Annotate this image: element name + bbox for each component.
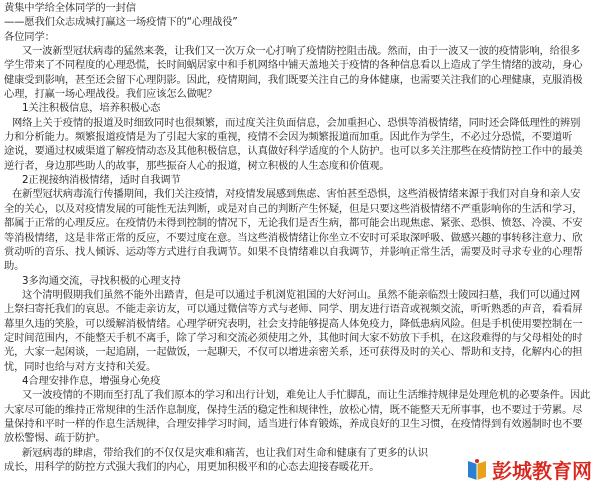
text-line: 2正视接纳消极情绪，适时自我调节 xyxy=(22,174,181,187)
site-watermark xyxy=(463,453,596,486)
letter-document xyxy=(4,1,596,474)
text-line: 幕里久违的笑脸，可以缓解消极情绪。心理学研究表明，社会支持能够提高人体免疫力，降低患病风险。但是手机使用要控制在一 xyxy=(4,317,583,330)
text-line: 力和分析能力。频繁报道疫情是为了引起大家的重视，疫情不会因为频繁报道而加重。因此作为学生，不必过分恐慌，不要道听 xyxy=(4,131,573,144)
text-line: 都属于正常的心理反应。在疫情仍未得到控制的情况下，无论我们是否生病，都可能会出现焦虑、紧张、恐惧、愤怒、冷漠、不安 xyxy=(4,217,583,230)
text-line: 赏动听的音乐、找人倾诉、运动等方式进行自我调节。如果不良情绪难以自我调节，并影响正常生活，需要及时寻求专业的心理帮 xyxy=(4,245,583,258)
text-line: 1关注积极信息，培养积极心态 xyxy=(22,102,161,115)
text-line: 大家尽可能的维持正常规律的生活作息制度，保持生活的稳定性和规律性，放松心情，既不能整天无所事事，也不要过于劳累。尽 xyxy=(4,403,583,416)
text-line: 各位同学： xyxy=(4,30,55,43)
text-line: 定时间范围内，不能整天手机不离手，除了学习和交流必须使用之外，其他时间大家不妨放下手机，在这段难得的与父母相处的时 xyxy=(4,331,583,344)
text-line: 又一波疫情的不期而至打乱了我们原本的学习和出行计划，难免让人手忙脚乱，而让生活维持规律是处理危机的必要条件。因此 xyxy=(22,389,591,402)
text-line: 放松警惕、疏于防护。 xyxy=(4,432,106,445)
text-line: 途说，要通过权威渠道了解疫情动态及其他积极信息，认真做好科学适度的个人防护。也可以多关注那些在疫情防控工作中的最美 xyxy=(4,145,583,158)
text-line: 网络上关于疫情的报道及时细致同时也很频繁，而过度关注负面信息，会加重担心、恐惧等消极情绪，同时还会降低理性的辨别 xyxy=(12,116,581,129)
text-line: 逆行者，身边那些助人的故事，那些振奋人心的报道，树立积极的人生态度和价值观。 xyxy=(4,159,390,172)
watermark-text: 彭城教育网 xyxy=(492,459,592,483)
text-line: 助。 xyxy=(4,260,25,273)
text-line: 健康受到影响，甚至还会留下心理阴影。因此，疫情期间，我们既要关注自己的身体健康，也需要关注我们的心理健康，克服消极 xyxy=(4,73,583,86)
text-line: 忧，同时也给与对方支持和关爱。 xyxy=(4,360,157,373)
text-line: 新冠病毒的肆虐，带给我们的不仅仅是灾难和痛苦，也让我们对生命和健康有了更多的认识 xyxy=(22,446,428,459)
text-line: 在新型冠状病毒流行传播期间，我们关注疫情，对疫情发展感到焦虑、害怕甚至恐惧，这些消极情绪来源于我们对自身和亲人安 xyxy=(12,188,581,201)
text-line: 心理，打赢一场心理战役。我们应该怎么做呢？ xyxy=(4,88,218,101)
text-line: 上祭扫寄托我们的哀思。不能走亲访友，可以通过微信等方式与老师、同学、朋友进行语音或视频交流，听听熟悉的声音，看看屏 xyxy=(4,303,583,316)
text-line: 3多沟通交流，寻找积极的心理支持 xyxy=(22,274,181,287)
text-line: 这个清明假期我们虽然不能外出踏青，但是可以通过手机浏览祖国的大好河山。虽然不能亲临烈士陵园扫墓，我们可以通过网 xyxy=(22,288,581,301)
text-line: 学生带来了不同程度的心理恐慌，长时间蜗居家中和手机网络中铺天盖地关于疫情的各种信息看以上造成了学生情绪的波动，身心 xyxy=(4,59,583,72)
text-line: 全的关心，以及对疫情发展的可能性无法判断，或是对自己的判断产生怀疑，但是只要这些消极情绪不严重影响你的生活和学习， xyxy=(4,202,583,215)
letter-subtitle: ——愿我们众志成城打赢这一场疫情下的“心理战役” xyxy=(4,16,238,29)
text-line: 量保持和平时一样的作息生活规律，合理安排学习时间，适当进行体育锻炼，养成良好的卫生习惯，在疫情得到有效遏制时也不要 xyxy=(4,417,583,430)
open-book-logo-icon xyxy=(465,458,489,482)
text-line: 4合理安排作息，增强身心免疫 xyxy=(22,374,161,387)
letter-title: 黄集中学给全体同学的一封信 xyxy=(4,2,136,14)
text-line: 等消极情绪，这是非常正常的反应，不要过度在意。当这些消极情绪让你坐立不安时可采取深呼吸、做感兴趣的事转移注意力、欣 xyxy=(4,231,583,244)
text-line: 成长，用科学的防控方式强大我们的内心，用更加积极平和的心态去迎接春暖花开。 xyxy=(4,461,380,473)
text-line: 光，大家一起闲谈，一起追剧，一起做饭，一起聊天，不仅可以增进亲密关系，还可获得及时的关心、帮助和支持，化解内心的担 xyxy=(4,346,583,359)
text-line: 又一波新型冠状病毒的猛然来袭，让我们又一次万众一心打响了疫情防控阻击战。然而，由于一波又一波的疫情影响，给很多 xyxy=(22,45,581,58)
